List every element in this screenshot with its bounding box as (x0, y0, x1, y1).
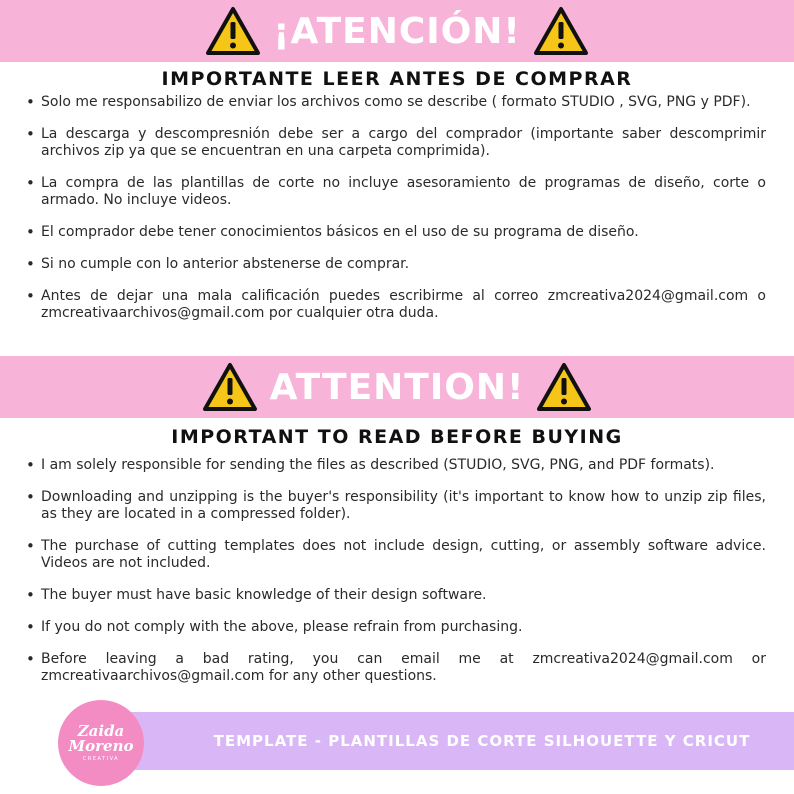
banner-title-spanish: ¡ATENCIÓN! (273, 10, 521, 52)
list-item: • Downloading and unzipping is the buyer's responsibility (it's important to know how to unzip zip files, as they are located in a compressed folder). (26, 489, 766, 523)
warning-icon (533, 6, 589, 56)
warning-icon (205, 6, 261, 56)
subtitle-english: IMPORTANT TO READ BEFORE BUYING (171, 426, 623, 448)
logo-line-3: CREATIVA (82, 756, 120, 762)
footer-banner (130, 712, 794, 770)
list-item: • Solo me responsabilizo de enviar los archivos como se describe ( formato STUDIO , SVG, PNG y PDF). (26, 94, 766, 111)
warning-icon (536, 362, 592, 412)
list-item: • Antes de dejar una mala calificación puedes escribirme al correo zmcreativa2024@gmail.com o zmcreativaarchivos@gmail.com por cualquier otra duda. (26, 288, 766, 322)
list-item: • El comprador debe tener conocimientos básicos en el uso de su programa de diseño. (26, 224, 766, 241)
list-item: • I am solely responsible for sending the files as described (STUDIO, SVG, PNG, and PDF formats). (26, 457, 766, 474)
banner-english (0, 356, 794, 418)
notice-list-spanish (26, 94, 766, 337)
footer-text: TEMPLATE - PLANTILLAS DE CORTE SILHOUETTE Y CRICUT (213, 732, 751, 750)
notice-list-english (26, 457, 766, 700)
logo-line-1: Zaida (77, 722, 125, 740)
list-item: • The buyer must have basic knowledge of their design software. (26, 587, 766, 604)
warning-icon (202, 362, 258, 412)
banner-spanish (0, 0, 794, 62)
brand-logo (58, 700, 144, 786)
list-item: • La compra de las plantillas de corte no incluye asesoramiento de programas de diseño, corte o armado. No incluye videos. (26, 175, 766, 209)
list-item: • La descarga y descompresnión debe ser a cargo del comprador (importante saber descomprimir archivos zip ya que se encuentran en una carpeta comprimida). (26, 126, 766, 160)
list-item: • Before leaving a bad rating, you can email me at zmcreativa2024@gmail.com or zmcreativaarchivos@gmail.com for any other questions. (26, 651, 766, 685)
logo-line-2: Moreno (68, 737, 134, 755)
subtitle-spanish: IMPORTANTE LEER ANTES DE COMPRAR (161, 68, 633, 90)
list-item: • The purchase of cutting templates does not include design, cutting, or assembly software advice. Videos are not included. (26, 538, 766, 572)
list-item: • Si no cumple con lo anterior abstenerse de comprar. (26, 256, 766, 273)
list-item: • If you do not comply with the above, please refrain from purchasing. (26, 619, 766, 636)
banner-title-english: ATTENTION! (269, 366, 525, 408)
